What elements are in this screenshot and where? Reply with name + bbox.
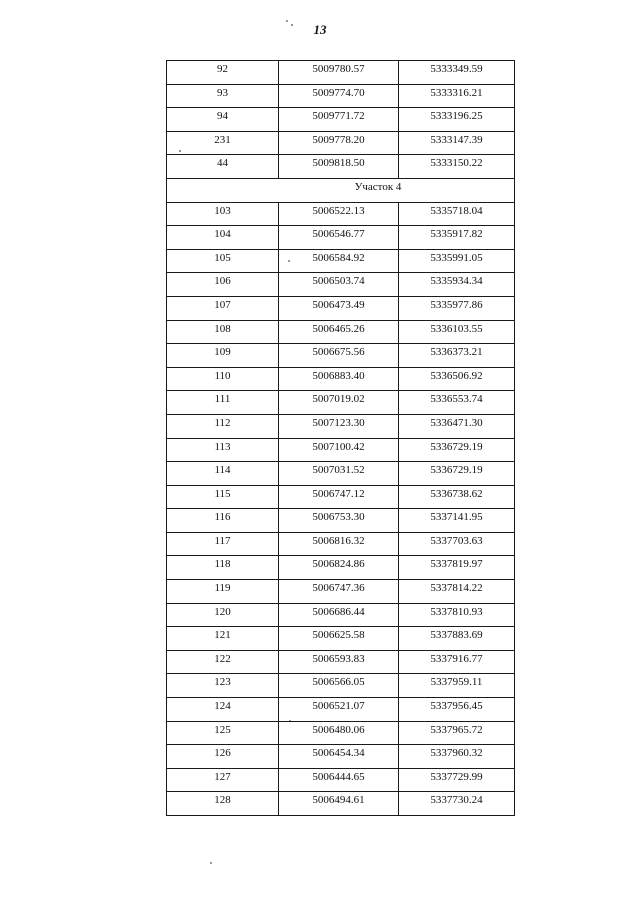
y-coordinate-cell: 5336103.55: [399, 320, 515, 344]
table-row: [167, 414, 515, 438]
x-coordinate-cell: 5006546.77: [279, 226, 399, 250]
x-coordinate-cell: 5006454.34: [279, 745, 399, 769]
table-row: [167, 462, 515, 486]
point-number-cell: 119: [167, 580, 279, 604]
point-number-cell: 122: [167, 650, 279, 674]
point-number-cell: 111: [167, 391, 279, 415]
x-coordinate-cell: 5006747.36: [279, 580, 399, 604]
table-row: [167, 391, 515, 415]
page-number: 13: [313, 22, 327, 37]
point-number-cell: 121: [167, 627, 279, 651]
y-coordinate-cell: 5337703.63: [399, 532, 515, 556]
section-title: Участок 4: [354, 180, 402, 193]
table-row: [167, 108, 515, 132]
y-coordinate-cell: 5335718.04: [399, 202, 515, 226]
table-row: [167, 509, 515, 533]
x-coordinate-cell: 5006444.65: [279, 768, 399, 792]
x-coordinate-cell: 5006753.30: [279, 509, 399, 533]
point-number-cell: 231: [167, 131, 279, 155]
point-number-cell: 114: [167, 462, 279, 486]
x-coordinate-cell: 5007100.42: [279, 438, 399, 462]
coordinates-table: [166, 60, 515, 816]
table-row: [167, 131, 515, 155]
table-row: [167, 768, 515, 792]
x-coordinate-cell: 5006593.83: [279, 650, 399, 674]
y-coordinate-cell: 5336738.62: [399, 485, 515, 509]
x-coordinate-cell: 5006675.56: [279, 344, 399, 368]
x-coordinate-cell: 5007019.02: [279, 391, 399, 415]
point-number-cell: 104: [167, 226, 279, 250]
y-coordinate-cell: 5337959.11: [399, 674, 515, 698]
point-number-cell: 120: [167, 603, 279, 627]
table-row: [167, 580, 515, 604]
scan-speck: [291, 24, 293, 26]
table-row: [167, 226, 515, 250]
table-row: [167, 792, 515, 816]
table-row: [167, 155, 515, 179]
table-row: [167, 438, 515, 462]
table-row: [167, 344, 515, 368]
table-row: [167, 249, 515, 273]
table-row: [167, 320, 515, 344]
table-row: [167, 367, 515, 391]
x-coordinate-cell: 5006883.40: [279, 367, 399, 391]
y-coordinate-cell: 5335977.86: [399, 296, 515, 320]
y-coordinate-cell: 5337916.77: [399, 650, 515, 674]
point-number-cell: 110: [167, 367, 279, 391]
y-coordinate-cell: 5336553.74: [399, 391, 515, 415]
section-header-row: [167, 178, 515, 202]
x-coordinate-cell: 5006816.32: [279, 532, 399, 556]
section-header-body: [167, 178, 515, 202]
point-number-cell: 105: [167, 249, 279, 273]
y-coordinate-cell: 5333196.25: [399, 108, 515, 132]
table-row: [167, 556, 515, 580]
point-number-cell: 115: [167, 485, 279, 509]
point-number-cell: 117: [167, 532, 279, 556]
point-number-cell: 92: [167, 61, 279, 85]
point-number-cell: 124: [167, 698, 279, 722]
x-coordinate-cell: 5006521.07: [279, 698, 399, 722]
point-number-cell: 106: [167, 273, 279, 297]
y-coordinate-cell: 5336373.21: [399, 344, 515, 368]
table-row: [167, 603, 515, 627]
point-number-cell: 127: [167, 768, 279, 792]
x-coordinate-cell: 5006494.61: [279, 792, 399, 816]
point-number-cell: 123: [167, 674, 279, 698]
point-number-cell: 113: [167, 438, 279, 462]
point-number-cell: 93: [167, 84, 279, 108]
y-coordinate-cell: 5333316.21: [399, 84, 515, 108]
x-coordinate-cell: 5006465.26: [279, 320, 399, 344]
scan-speck: [210, 862, 212, 864]
y-coordinate-cell: 5335991.05: [399, 249, 515, 273]
y-coordinate-cell: 5333150.22: [399, 155, 515, 179]
point-number-cell: 125: [167, 721, 279, 745]
point-number-cell: 126: [167, 745, 279, 769]
y-coordinate-cell: 5337956.45: [399, 698, 515, 722]
y-coordinate-cell: 5337819.97: [399, 556, 515, 580]
point-number-cell: 116: [167, 509, 279, 533]
y-coordinate-cell: 5337960.32: [399, 745, 515, 769]
y-coordinate-cell: 5337141.95: [399, 509, 515, 533]
x-coordinate-cell: 5006584.92: [279, 249, 399, 273]
point-number-cell: 103: [167, 202, 279, 226]
x-coordinate-cell: 5006747.12: [279, 485, 399, 509]
x-coordinate-cell: 5006566.05: [279, 674, 399, 698]
y-coordinate-cell: 5337729.99: [399, 768, 515, 792]
table-row: [167, 745, 515, 769]
table-row: [167, 61, 515, 85]
x-coordinate-cell: 5007031.52: [279, 462, 399, 486]
table-row: [167, 650, 515, 674]
y-coordinate-cell: 5337730.24: [399, 792, 515, 816]
table-row: [167, 674, 515, 698]
y-coordinate-cell: 5335917.82: [399, 226, 515, 250]
table-row: [167, 296, 515, 320]
point-number-cell: 112: [167, 414, 279, 438]
x-coordinate-cell: 5006625.58: [279, 627, 399, 651]
x-coordinate-cell: 5009778.20: [279, 131, 399, 155]
x-coordinate-cell: 5007123.30: [279, 414, 399, 438]
table-row: [167, 273, 515, 297]
point-number-cell: 44: [167, 155, 279, 179]
table-row: [167, 721, 515, 745]
y-coordinate-cell: 5337810.93: [399, 603, 515, 627]
table-body-after-section: [167, 202, 515, 816]
x-coordinate-cell: 5006473.49: [279, 296, 399, 320]
y-coordinate-cell: 5337814.22: [399, 580, 515, 604]
table-row: [167, 627, 515, 651]
y-coordinate-cell: 5333147.39: [399, 131, 515, 155]
table-row: [167, 532, 515, 556]
table-body-before-section: [167, 61, 515, 179]
table-row: [167, 698, 515, 722]
x-coordinate-cell: 5009818.50: [279, 155, 399, 179]
x-coordinate-cell: 5009780.57: [279, 61, 399, 85]
y-coordinate-cell: 5333349.59: [399, 61, 515, 85]
table-row: [167, 84, 515, 108]
x-coordinate-cell: 5006503.74: [279, 273, 399, 297]
y-coordinate-cell: 5336729.19: [399, 438, 515, 462]
point-number-cell: 118: [167, 556, 279, 580]
point-number-cell: 107: [167, 296, 279, 320]
point-number-cell: 94: [167, 108, 279, 132]
table-row: [167, 485, 515, 509]
y-coordinate-cell: 5337965.72: [399, 721, 515, 745]
y-coordinate-cell: 5336506.92: [399, 367, 515, 391]
point-number-cell: 108: [167, 320, 279, 344]
y-coordinate-cell: 5336471.30: [399, 414, 515, 438]
section-header-cell: [167, 178, 515, 202]
y-coordinate-cell: 5337883.69: [399, 627, 515, 651]
x-coordinate-cell: 5009774.70: [279, 84, 399, 108]
point-number-cell: 128: [167, 792, 279, 816]
x-coordinate-cell: 5009771.72: [279, 108, 399, 132]
table-row: [167, 202, 515, 226]
x-coordinate-cell: 5006522.13: [279, 202, 399, 226]
y-coordinate-cell: 5335934.34: [399, 273, 515, 297]
x-coordinate-cell: 5006824.86: [279, 556, 399, 580]
y-coordinate-cell: 5336729.19: [399, 462, 515, 486]
x-coordinate-cell: 5006480.06: [279, 721, 399, 745]
x-coordinate-cell: 5006686.44: [279, 603, 399, 627]
point-number-cell: 109: [167, 344, 279, 368]
scan-speck: [286, 20, 288, 22]
